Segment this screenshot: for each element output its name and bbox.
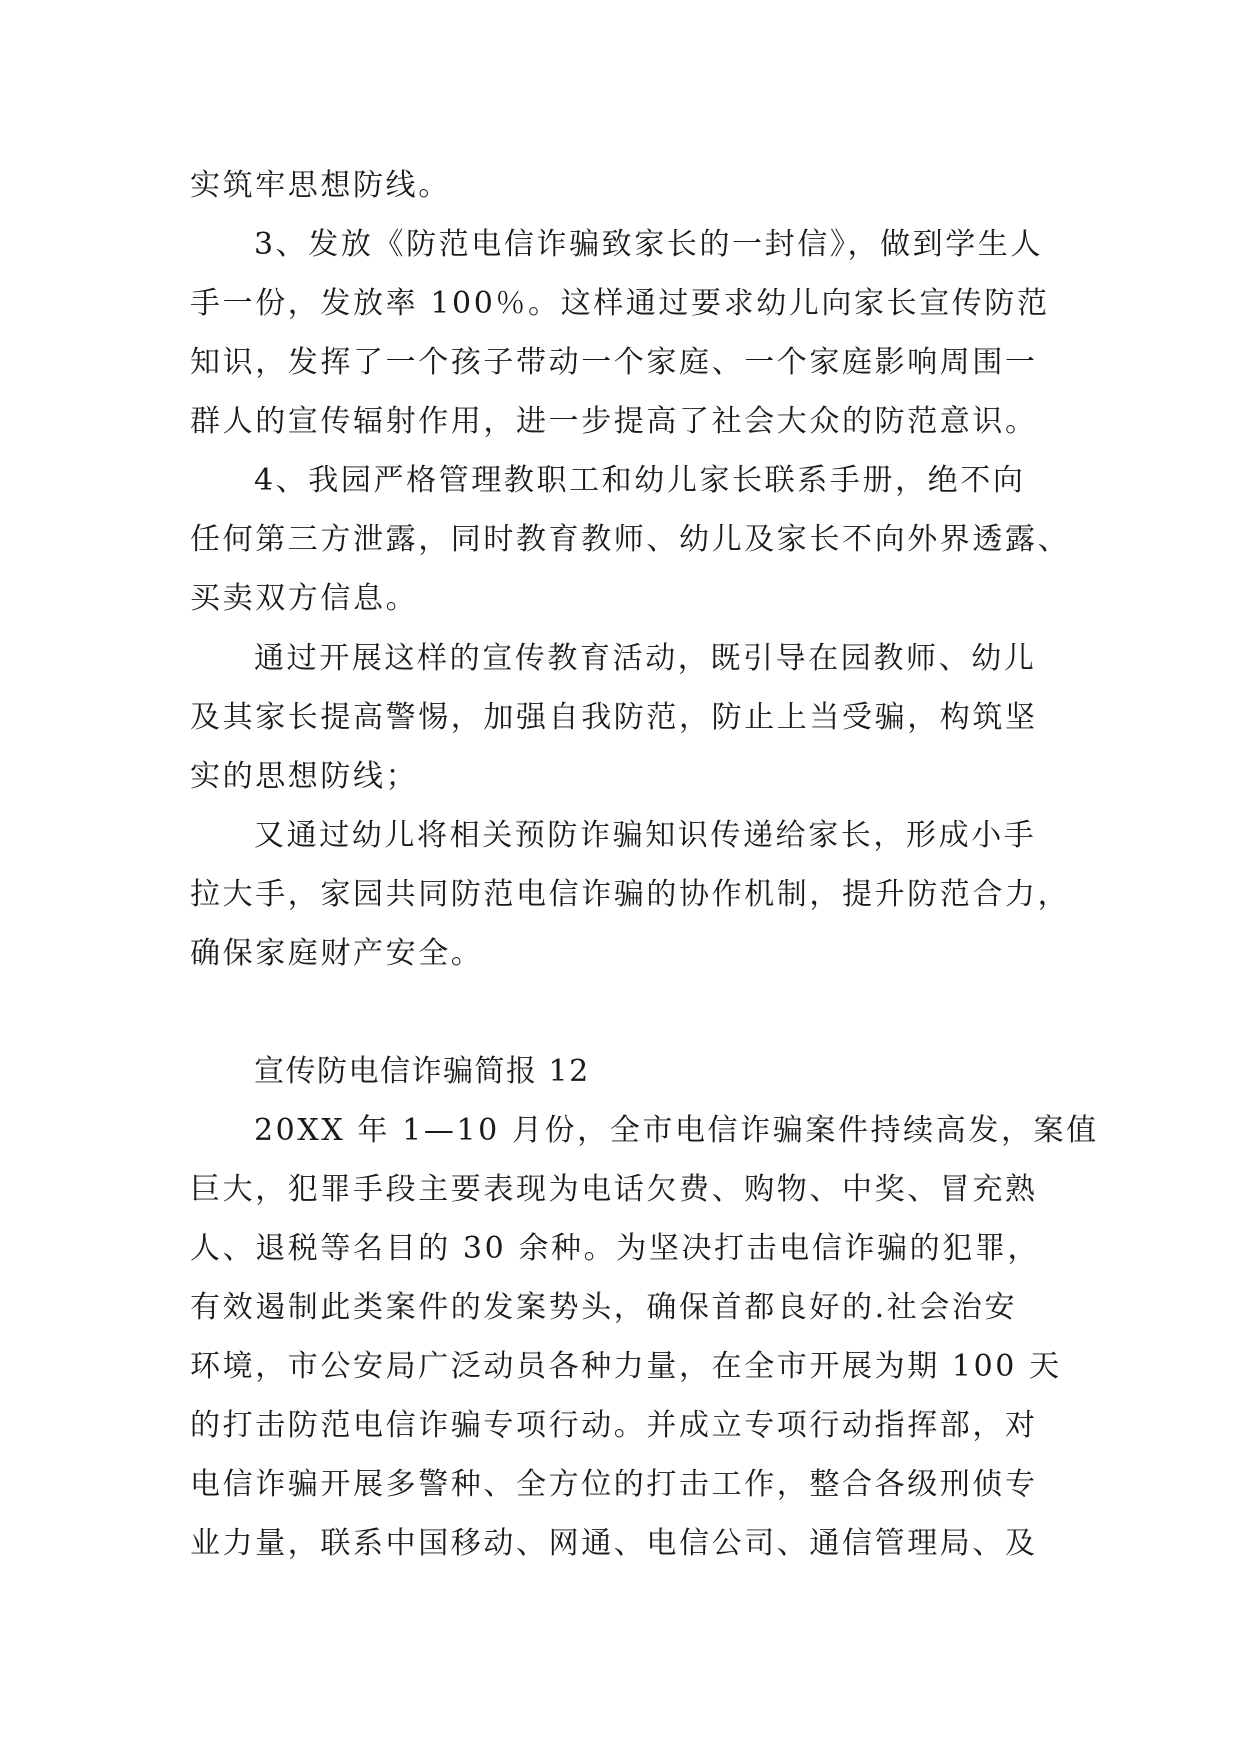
text-line: 通过开展这样的宣传教育活动，既引导在园教师、幼儿 bbox=[254, 641, 1037, 676]
text-line: 业力量，联系中国移动、网通、电信公司、通信管理局、及 bbox=[190, 1526, 1038, 1561]
text-line: 有效遏制此类案件的发案势头，确保首都良好的.社会治安 bbox=[190, 1290, 1018, 1325]
text-line: 确保家庭财产安全。 bbox=[190, 936, 484, 971]
text-line: 环境，市公安局广泛动员各种力量，在全市开展为期 100 天 bbox=[190, 1349, 1062, 1384]
text-line: 巨大，犯罪手段主要表现为电话欠费、购物、中奖、冒充熟 bbox=[190, 1172, 1038, 1207]
text-line: 拉大手，家园共同防范电信诈骗的协作机制，提升防范合力， bbox=[190, 877, 1071, 912]
text-line: 3、发放《防范电信诈骗致家长的一封信》，做到学生人 bbox=[254, 227, 1044, 262]
text-line: 的打击防范电信诈骗专项行动。并成立专项行动指挥部，对 bbox=[190, 1408, 1038, 1443]
text-line: 又通过幼儿将相关预防诈骗知识传递给家长，形成小手 bbox=[254, 818, 1037, 853]
text-line: 买卖双方信息。 bbox=[190, 581, 419, 616]
text-line: 20XX 年 1—10 月份，全市电信诈骗案件持续高发，案值 bbox=[254, 1113, 1099, 1148]
text-line: 实的思想防线； bbox=[190, 759, 419, 794]
text-line: 实筑牢思想防线。 bbox=[190, 168, 451, 203]
text-line: 4、我园严格管理教职工和幼儿家长联系手册，绝不向 bbox=[254, 463, 1026, 498]
text-line: 及其家长提高警惕，加强自我防范，防止上当受骗，构筑坚 bbox=[190, 700, 1038, 735]
text-line: 知识，发挥了一个孩子带动一个家庭、一个家庭影响周围一 bbox=[190, 345, 1038, 380]
text-line: 人、退税等名目的 30 余种。为坚决打击电信诈骗的犯罪， bbox=[190, 1231, 1041, 1266]
text-line: 手一份，发放率 100％。这样通过要求幼儿向家长宣传防范 bbox=[190, 286, 1050, 321]
section-title: 宣传防电信诈骗简报 12 bbox=[254, 1054, 590, 1089]
text-line: 电信诈骗开展多警种、全方位的打击工作，整合各级刑侦专 bbox=[190, 1467, 1038, 1502]
text-line: 群人的宣传辐射作用，进一步提高了社会大众的防范意识。 bbox=[190, 404, 1038, 439]
text-line: 任何第三方泄露，同时教育教师、幼儿及家长不向外界透露、 bbox=[190, 522, 1071, 557]
